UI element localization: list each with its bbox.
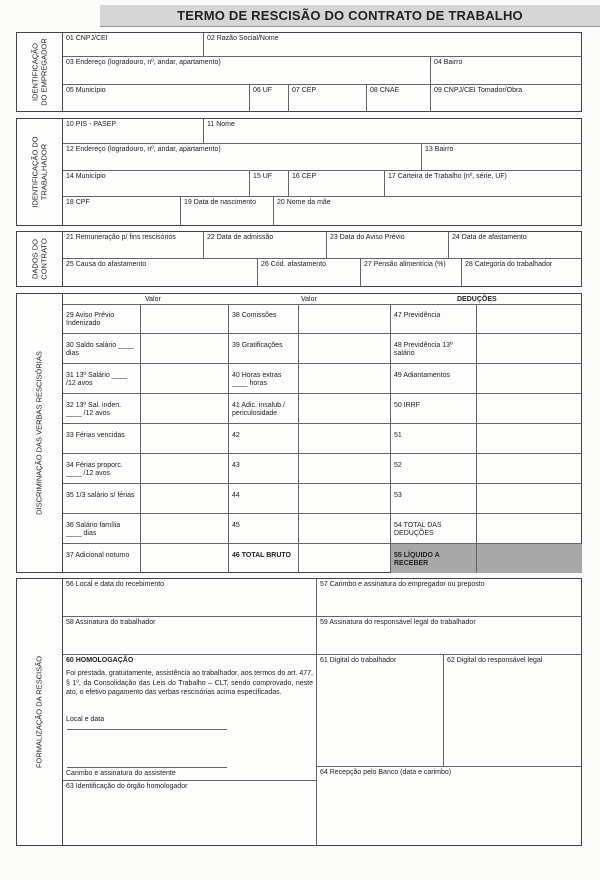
verba-value-2-6[interactable] bbox=[477, 484, 582, 514]
field-admissao[interactable]: 22 Data de admissão bbox=[204, 232, 327, 259]
field-cnpj[interactable]: 01 CNPJ/CEI bbox=[63, 33, 204, 57]
section-label-empregador: IDENTIFICAÇÃO DO EMPREGADOR bbox=[17, 33, 63, 111]
local-data-label: Local e data bbox=[66, 715, 105, 723]
verba-value-0-0[interactable] bbox=[141, 304, 229, 334]
field-cnpj-tomador[interactable]: 09 CNPJ/CEI Tomador/Obra bbox=[434, 87, 523, 94]
verba-value-1-1[interactable] bbox=[299, 334, 391, 364]
verba-value-2-0[interactable] bbox=[477, 304, 582, 334]
verba-value-0-8[interactable] bbox=[141, 544, 229, 573]
verba-value-1-4[interactable] bbox=[299, 424, 391, 454]
verba-label-1-6: 44 bbox=[229, 484, 299, 514]
field-local-data-receb[interactable]: 56 Local e data do recebimento bbox=[63, 579, 317, 617]
verba-value-0-7[interactable] bbox=[141, 514, 229, 544]
field-municipio-emp[interactable]: 05 Município bbox=[63, 85, 250, 112]
verba-value-2-4[interactable] bbox=[477, 424, 582, 454]
field-endereco-emp[interactable]: 03 Endereço (logradouro, nº, andar, apartamento) bbox=[63, 57, 431, 85]
verba-value-0-1[interactable] bbox=[141, 334, 229, 364]
field-carimbo-empregador[interactable]: 57 Carimbo e assinatura do empregador ou preposto bbox=[317, 579, 582, 617]
page-title: TERMO DE RESCISÃO DO CONTRATO DE TRABALHO bbox=[177, 8, 523, 23]
carimbo-label: Carimbo e assinatura do assistente bbox=[66, 769, 176, 777]
section-label-formalizacao: FORMALIZAÇÃO DA RESCISÃO bbox=[17, 579, 63, 845]
local-data-line bbox=[67, 729, 227, 730]
deducoes-header: DEDUÇÕES bbox=[457, 296, 497, 303]
verba-value-1-2[interactable] bbox=[299, 364, 391, 394]
verba-value-2-2[interactable] bbox=[477, 364, 582, 394]
verba-label-1-4: 42 bbox=[229, 424, 299, 454]
field-digital-trab[interactable]: 61 Digital do trabalhador bbox=[317, 655, 444, 767]
verba-label-1-2: 40 Horas extras ____ horas bbox=[229, 364, 299, 394]
valor-header-2: Valor bbox=[301, 296, 317, 303]
verba-value-1-8[interactable] bbox=[299, 544, 391, 573]
field-recepcao-banco[interactable]: 64 Recepção pelo Banco (data e carimbo) bbox=[320, 769, 452, 776]
verba-label-1-3: 41 Adic. insalub./ periculosidade bbox=[229, 394, 299, 424]
section-verbas bbox=[16, 293, 582, 573]
field-assinatura-resp[interactable]: 59 Assinatura do responsável legal do trabalhador bbox=[317, 617, 582, 655]
verbas-header-line bbox=[63, 304, 582, 305]
field-remuneracao[interactable]: 21 Remuneração p/ fins rescisórios bbox=[63, 232, 204, 259]
verba-value-1-5[interactable] bbox=[299, 454, 391, 484]
field-nome[interactable]: 11 Nome bbox=[204, 119, 582, 144]
field-cep-emp[interactable]: 07 CEP bbox=[289, 85, 367, 112]
field-municipio-trab[interactable]: 14 Município bbox=[63, 171, 250, 197]
verba-label-2-4: 51 bbox=[391, 424, 477, 454]
section-label-trabalhador: IDENTIFICAÇÃO DO TRABALHADOR bbox=[17, 119, 63, 225]
verba-value-1-0[interactable] bbox=[299, 304, 391, 334]
field-homologacao[interactable]: 60 HOMOLOGAÇÃO Foi prestada, gratuitamente, assistência ao trabalhador, aos termos do art. 477, § 1º, da Consolidação das Leis do Trabalho – CLT, sendo comprovado, neste ato, o efetivo pagamento das verbas rescisórias acima especificadas. Local e data Carimbo e assinatura do assistente bbox=[63, 655, 317, 781]
title-bar bbox=[100, 5, 600, 27]
verba-label-2-6: 53 bbox=[391, 484, 477, 514]
verba-value-2-3[interactable] bbox=[477, 394, 582, 424]
verba-label-1-8: 46 TOTAL BRUTO bbox=[229, 544, 299, 573]
field-cep-trab[interactable]: 16 CEP bbox=[289, 171, 385, 197]
verba-label-0-3: 32 13º Sal. inden. ____ /12 avos bbox=[63, 394, 141, 424]
field-razao-social[interactable]: 02 Razão Social/Nome bbox=[204, 33, 582, 57]
verba-label-0-8: 37 Adicional noturno bbox=[63, 544, 141, 573]
verba-label-0-7: 36 Salário família ____ dias bbox=[63, 514, 141, 544]
field-aviso-previo[interactable]: 23 Data do Aviso Prévio bbox=[327, 232, 449, 259]
field-endereco-trab[interactable]: 12 Endereço (logradouro, nº, andar, apartamento) bbox=[63, 144, 422, 171]
verba-label-0-2: 31 13º Salário ____ /12 avos bbox=[63, 364, 141, 394]
homologacao-text: Foi prestada, gratuitamente, assistência ao trabalhador, aos termos do art. 477, § 1º, da Consolidação das Leis do Trabalho – CLT, sendo comprovado, neste ato, o efetivo pagamento das verbas rescisórias acima especificadas. bbox=[66, 670, 313, 697]
verba-label-0-1: 30 Saldo salário ____ dias bbox=[63, 334, 141, 364]
verba-label-1-5: 43 bbox=[229, 454, 299, 484]
field-nascimento[interactable]: 19 Data de nascimento bbox=[181, 197, 274, 226]
field-ctps[interactable]: 17 Carteira de Trabalho (nº, série, UF) bbox=[385, 171, 582, 197]
verba-value-0-4[interactable] bbox=[141, 424, 229, 454]
field-orgao-homologador[interactable]: 63 Identificação do órgão homologador bbox=[63, 781, 317, 846]
verba-label-2-7: 54 TOTAL DAS DEDUÇÕES bbox=[391, 514, 477, 544]
verba-value-0-5[interactable] bbox=[141, 454, 229, 484]
section-contrato bbox=[16, 231, 582, 287]
field-cnae[interactable]: 08 CNAE bbox=[367, 85, 431, 112]
verba-label-0-6: 35 1/3 salário s/ férias bbox=[63, 484, 141, 514]
verba-value-2-8[interactable] bbox=[477, 544, 582, 573]
field-pis[interactable]: 10 PIS - PASEP bbox=[63, 119, 204, 144]
field-digital-resp[interactable]: 62 Digital do responsável legal bbox=[444, 655, 582, 767]
verba-value-0-3[interactable] bbox=[141, 394, 229, 424]
field-pensao[interactable]: 27 Pensão alimentícia (%) bbox=[361, 259, 462, 287]
verba-label-2-1: 48 Previdência 13º salário bbox=[391, 334, 477, 364]
section-empregador bbox=[16, 32, 582, 112]
verba-value-0-2[interactable] bbox=[141, 364, 229, 394]
field-categoria[interactable]: 28 Categoria do trabalhador bbox=[465, 261, 553, 268]
verba-value-0-6[interactable] bbox=[141, 484, 229, 514]
field-nome-mae[interactable]: 20 Nome da mãe bbox=[277, 199, 331, 206]
verba-label-2-8: 55 LÍQUIDO A RECEBER bbox=[391, 544, 477, 573]
verba-label-1-0: 38 Comissões bbox=[229, 304, 299, 334]
section-formalizacao bbox=[16, 578, 582, 846]
field-cpf[interactable]: 18 CPF bbox=[63, 197, 181, 226]
verba-label-0-4: 33 Férias vencidas bbox=[63, 424, 141, 454]
field-assinatura-trab[interactable]: 58 Assinatura do trabalhador bbox=[63, 617, 317, 655]
verba-value-1-7[interactable] bbox=[299, 514, 391, 544]
carimbo-line bbox=[67, 767, 227, 768]
verba-label-2-0: 47 Previdência bbox=[391, 304, 477, 334]
verba-label-0-5: 34 Férias proporc. ____ /12 avos bbox=[63, 454, 141, 484]
field-afastamento[interactable]: 24 Data de afastamento bbox=[449, 232, 582, 259]
verba-value-2-7[interactable] bbox=[477, 514, 582, 544]
field-causa-afastamento[interactable]: 25 Causa do afastamento bbox=[63, 259, 258, 287]
field-bairro-trab[interactable]: 13 Bairro bbox=[422, 144, 582, 171]
section-label-verbas: DISCRIMINAÇÃO DAS VERBAS RESCISÓRIAS bbox=[17, 294, 63, 572]
verba-label-1-1: 39 Gratificações bbox=[229, 334, 299, 364]
field-bairro-emp[interactable]: 04 Bairro bbox=[431, 57, 582, 85]
field-uf-emp[interactable]: 06 UF bbox=[250, 85, 289, 112]
valor-header-1: Valor bbox=[145, 296, 161, 303]
verba-value-2-1[interactable] bbox=[477, 334, 582, 364]
verba-label-0-0: 29 Aviso Prévio Indenizado bbox=[63, 304, 141, 334]
field-uf-trab[interactable]: 15 UF bbox=[250, 171, 289, 197]
verba-label-1-7: 45 bbox=[229, 514, 299, 544]
verba-value-1-6[interactable] bbox=[299, 484, 391, 514]
verba-label-2-3: 50 IRRF bbox=[391, 394, 477, 424]
section-label-contrato: DADOS DO CONTRATO bbox=[17, 232, 63, 286]
verba-value-2-5[interactable] bbox=[477, 454, 582, 484]
verba-value-1-3[interactable] bbox=[299, 394, 391, 424]
verba-label-2-5: 52 bbox=[391, 454, 477, 484]
verba-label-2-2: 49 Adiantamentos bbox=[391, 364, 477, 394]
section-trabalhador bbox=[16, 118, 582, 226]
field-cod-afastamento[interactable]: 26 Cód. afastamento bbox=[258, 259, 361, 287]
